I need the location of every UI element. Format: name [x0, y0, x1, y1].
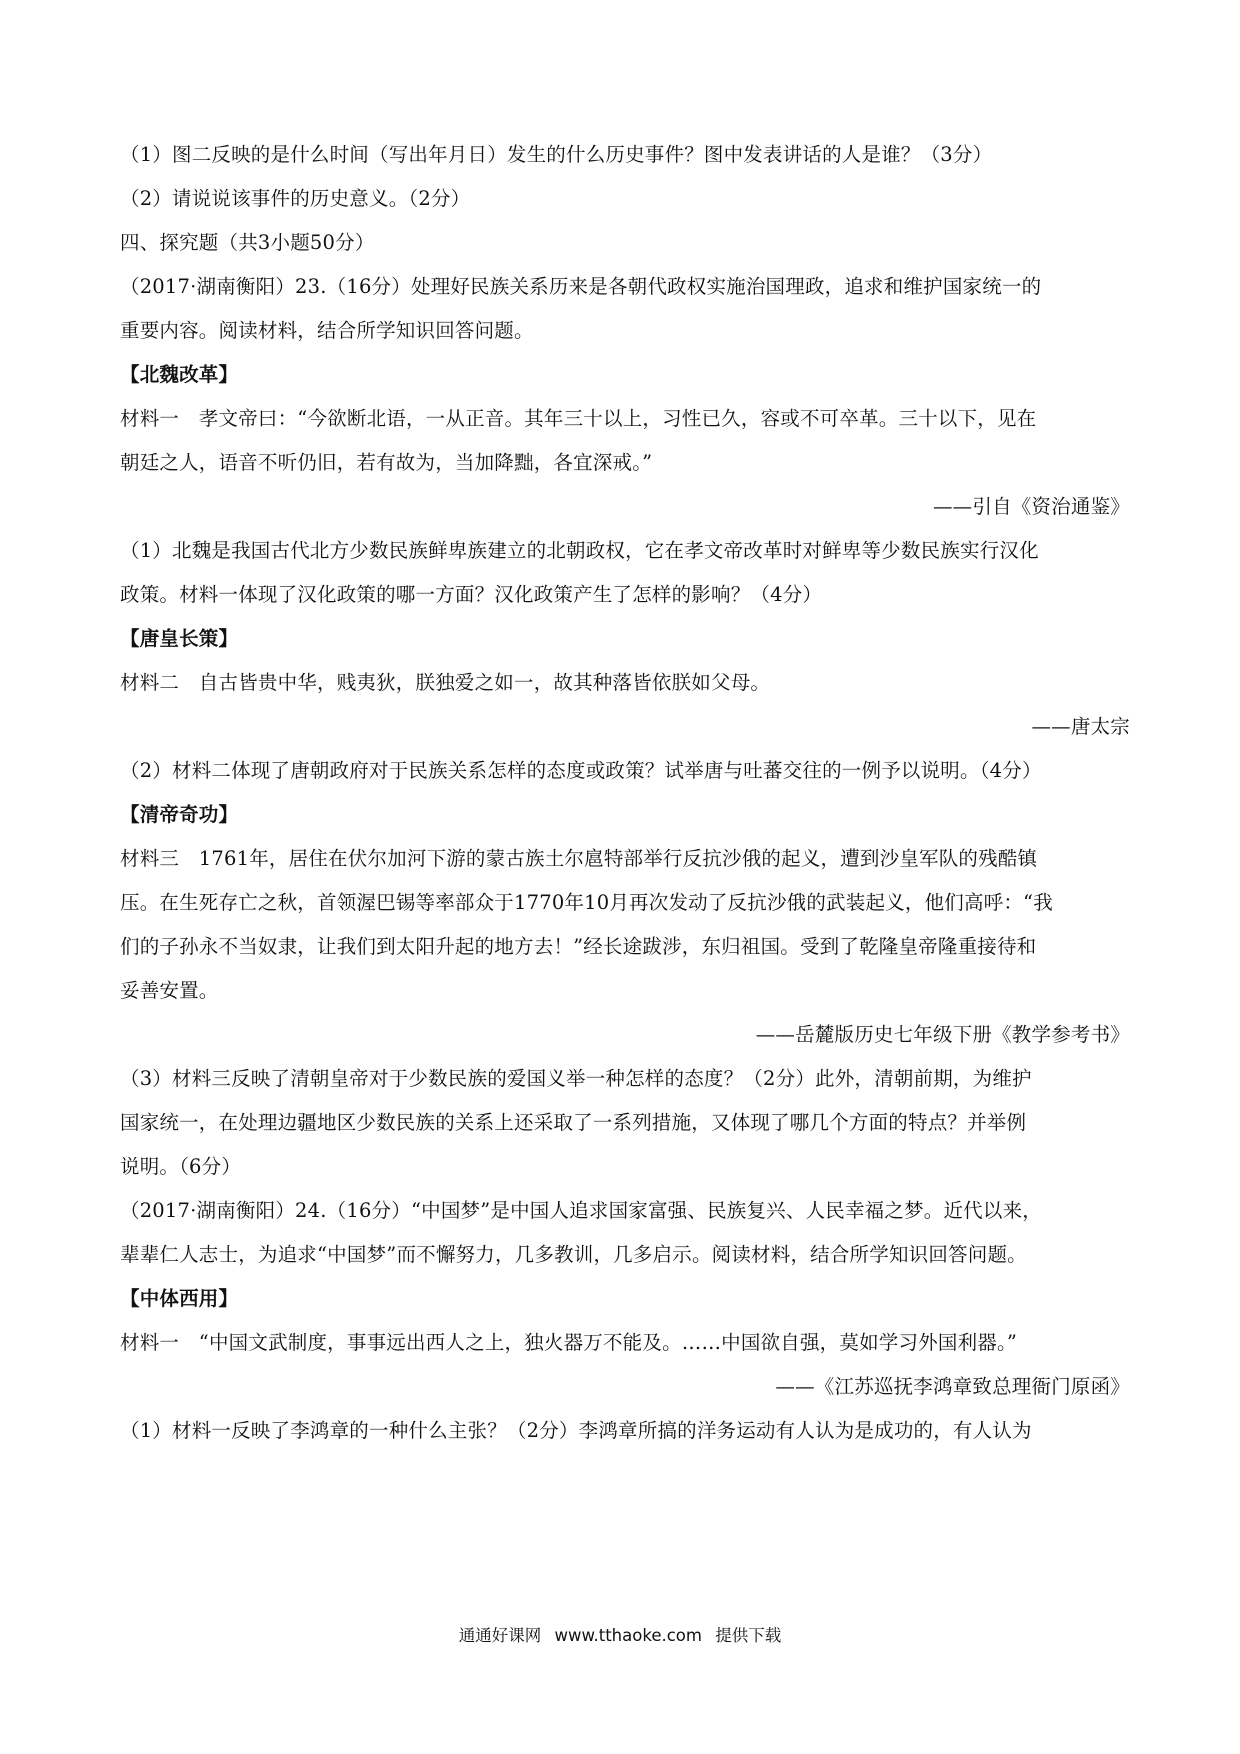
material-3-line1: 材料三 1761年，居住在伏尔加河下游的蒙古族土尔扈特部举行反抗沙俄的起义，遭到沙皇军队的残酷镇 [120, 847, 1038, 870]
question-23-2: （2）材料二体现了唐朝政府对于民族关系怎样的态度或政策？试举唐与吐蕃交往的一例予以说明。（4分） [120, 759, 1042, 782]
material-2-source: ——唐太宗 [1031, 715, 1130, 738]
material-4: 材料一 “中国文武制度，事事远出西人之上，独火器万不能及。……中国欲自强，莫如学习外国利器。” [120, 1331, 1018, 1354]
material-1-source: ——引自《资治通鉴》 [932, 495, 1130, 518]
material-4-source: ——《江苏巡抚李鸿章致总理衙门原函》 [775, 1375, 1130, 1398]
question-23-1-line2: 政策。材料一体现了汉化政策的哪一方面？汉化政策产生了怎样的影响？（4分） [120, 583, 823, 606]
question-23-3-line1: （3）材料三反映了清朝皇帝对于少数民族的爱国义举一种怎样的态度？（2分）此外，清朝前期，为维护 [120, 1067, 1032, 1090]
question-23-1-line1: （1）北魏是我国古代北方少数民族鲜卑族建立的北朝政权，它在孝文帝改革时对鲜卑等少数民族实行汉化 [120, 539, 1039, 562]
material-1-line2: 朝廷之人，语音不听仍旧，若有故为，当加降黜，各宜深戒。” [120, 451, 653, 474]
material-3-line4: 妥善安置。 [120, 979, 219, 1002]
question-23-intro-line1: （2017·湖南衡阳）23.（16分）处理好民族关系历来是各朝代政权实施治国理政，追求和维护国家统一的 [120, 275, 1042, 298]
page-footer [0, 1624, 1240, 1648]
question-2-2: （2）请说说该事件的历史意义。（2分） [120, 187, 471, 210]
material-3-line3: 们的子孙永不当奴隶，让我们到太阳升起的地方去！”经长途跋涉，东归祖国。受到了乾隆皇帝隆重接待和 [120, 935, 1037, 958]
material-3-source: ——岳麓版历史七年级下册《教学参考书》 [755, 1023, 1130, 1046]
subheading-qing: 【清帝奇功】 [120, 803, 239, 826]
footer-url[interactable]: www.tthaoke.com [554, 1626, 702, 1645]
material-3-line2: 压。在生死存亡之秋，首领渥巴锡等率部众于1770年10月再次发动了反抗沙俄的武装起义，他们高呼：“我 [120, 891, 1053, 914]
subheading-beiwei: 【北魏改革】 [120, 363, 239, 386]
question-2-1: （1）图二反映的是什么时间（写出年月日）发生的什么历史事件？图中发表讲话的人是谁？（3分） [120, 143, 993, 166]
question-23-3-line2: 国家统一，在处理边疆地区少数民族的关系上还采取了一系列措施，又体现了哪几个方面的特点？并举例 [120, 1111, 1027, 1134]
question-24-intro-line1: （2017·湖南衡阳）24.（16分）“中国梦”是中国人追求国家富强、民族复兴、人民幸福之梦。近代以来， [120, 1199, 1042, 1222]
subheading-zhongti: 【中体西用】 [120, 1287, 239, 1310]
question-23-3-line3: 说明。（6分） [120, 1155, 242, 1178]
material-1-line1: 材料一 孝文帝曰：“今欲断北语，一从正音。其年三十以上，习性已久，容或不可卒革。三十以下，见在 [120, 407, 1037, 430]
material-2: 材料二 自古皆贵中华，贱夷狄，朕独爱之如一，故其种落皆依朕如父母。 [120, 671, 771, 694]
section-heading: 四、探究题（共3小题50分） [120, 231, 375, 254]
subheading-tang: 【唐皇长策】 [120, 627, 239, 650]
footer-tagline: 提供下载 [715, 1626, 782, 1645]
question-24-intro-line2: 辈辈仁人志士，为追求“中国梦”而不懈努力，几多教训，几多启示。阅读材料，结合所学知识回答问题。 [120, 1243, 1027, 1266]
question-24-1: （1）材料一反映了李鸿章的一种什么主张？（2分）李鸿章所搞的洋务运动有人认为是成功的，有人认为 [120, 1419, 1032, 1442]
footer-site-name: 通通好课网 [458, 1626, 542, 1645]
question-23-intro-line2: 重要内容。阅读材料，结合所学知识回答问题。 [120, 319, 534, 342]
